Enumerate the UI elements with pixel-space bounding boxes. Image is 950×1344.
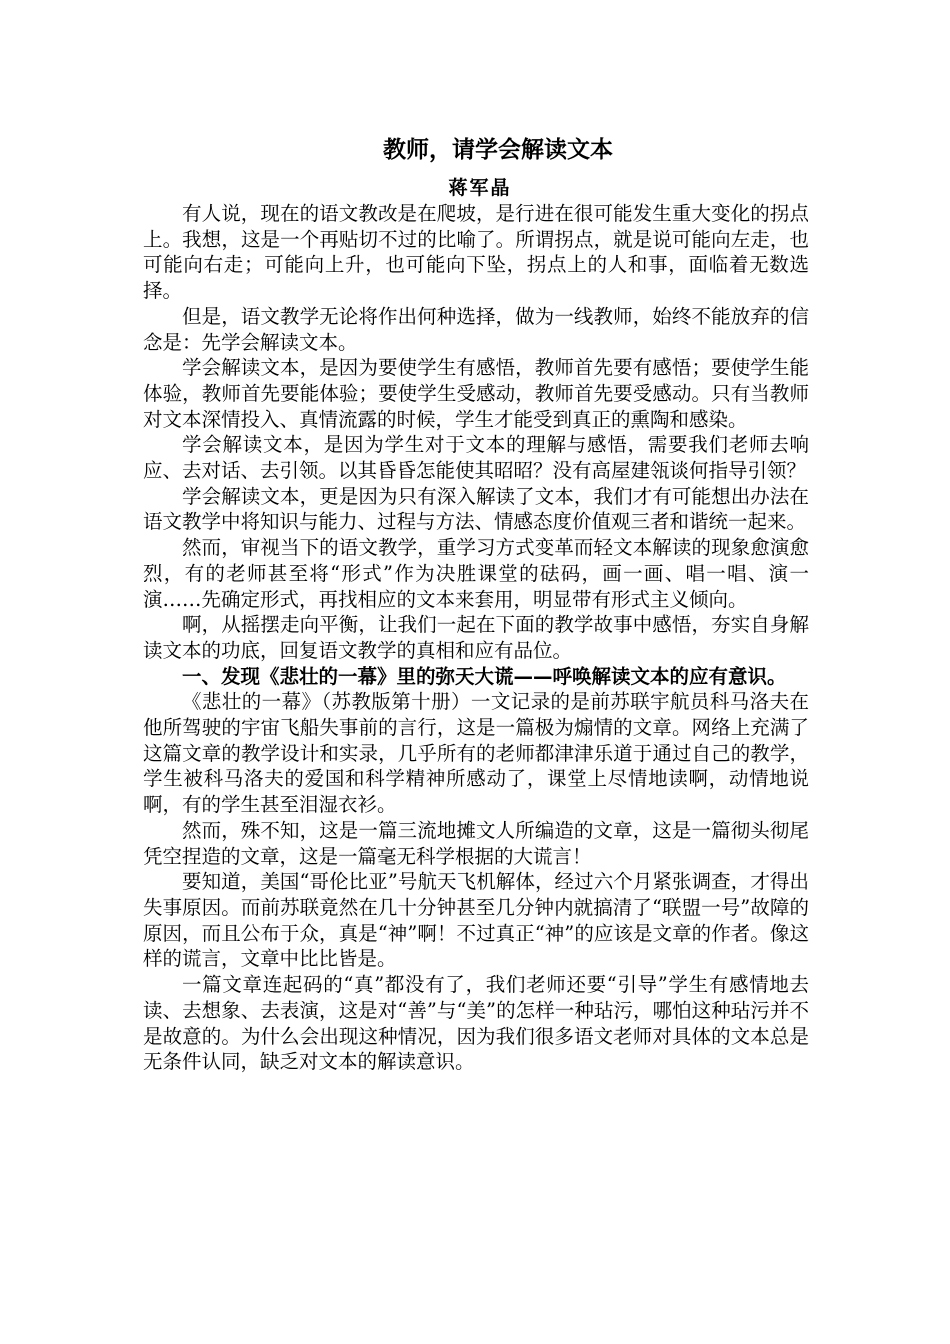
document-title: 教师，请学会解读文本 [383, 137, 613, 163]
body-paragraph: 学会解读文本，是因为学生对于文本的理解与感悟，需要我们老师去响应、去对话、去引领。以其昏昏怎能使其昭昭？没有高屋建瓴谈何指导引领？ [143, 433, 809, 483]
body-paragraph: 学会解读文本，更是因为只有深入解读了文本，我们才有可能想出办法在语文教学中将知识与能力、过程与方法、情感态度价值观三者和谐统一起来。 [143, 484, 809, 534]
document-author: 蒋军晶 [448, 177, 512, 199]
body-paragraph: 但是，语文教学无论将作出何种选择，做为一线教师，始终不能放弃的信念是：先学会解读文本。 [143, 304, 809, 354]
body-paragraph: 《悲壮的一幕》（苏教版第十册）一文记录的是前苏联宇航员科马洛夫在他所驾驶的宇宙飞船失事前的言行，这是一篇极为煽情的文章。网络上充满了这篇文章的教学设计和实录，几乎所有的老师都津津乐道于通过自己的教学，学生被科马洛夫的爱国和科学精神所感动了，课堂上尽情地读啊，动情地说啊，有的学生甚至泪湿衣衫。 [143, 690, 809, 817]
body-paragraph: 学会解读文本，是因为要使学生有感悟，教师首先要有感悟；要使学生能体验，教师首先要能体验；要使学生受感动，教师首先要受感动。只有当教师对文本深情投入、真情流露的时候，学生才能受到真正的熏陶和感染。 [143, 356, 809, 431]
paragraph-list [143, 201, 809, 1075]
body-paragraph: 啊，从摇摆走向平衡，让我们一起在下面的教学故事中感悟，夯实自身解读文本的功底，回复语文教学的真相和应有品位。 [143, 613, 809, 662]
body-paragraph: 要知道，美国“哥伦比亚”号航天飞机解体，经过六个月紧张调查，才得出失事原因。而前苏联竟然在几十分钟甚至几分钟内就搞清了“联盟一号”故障的原因，而且公布于众，真是“神”啊！不过真正“神”的应该是文章的作者。像这样的谎言，文章中比比皆是。 [143, 870, 809, 971]
body-paragraph: 然而，殊不知，这是一篇三流地摊文人所编造的文章，这是一篇彻头彻尾凭空捏造的文章，这是一篇毫无科学根据的大谎言！ [143, 818, 809, 868]
body-paragraph: 有人说，现在的语文教改是在爬坡，是行进在很可能发生重大变化的拐点上。我想，这是一个再贴切不过的比喻了。所谓拐点，就是说可能向左走，也可能向右走；可能向上升，也可能向下坠，拐点上的人和事，面临着无数选择。 [143, 202, 809, 303]
body-paragraph: 然而，审视当下的语文教学，重学习方式变革而轻文本解读的现象愈演愈烈，有的老师甚至将“形式”作为决胜课堂的砝码，画一画、唱一唱、演一演……先确定形式，再找相应的文本来套用，明显带有形式主义倾向。 [143, 536, 809, 611]
body-paragraph: 一篇文章连起码的“真”都没有了，我们老师还要“引导”学生有感情地去读、去想象、去表演，这是对“善”与“美”的怎样一种玷污，哪怕这种玷污并不是故意的。为什么会出现这种情况，因为我们很多语文老师对具体的文本总是无条件认同，缺乏对文本的解读意识。 [143, 973, 809, 1074]
document-body [143, 133, 809, 1075]
section-heading: 一、发现《悲壮的一幕》里的弥天大谎——呼唤解读文本的应有意识。 [182, 664, 787, 688]
